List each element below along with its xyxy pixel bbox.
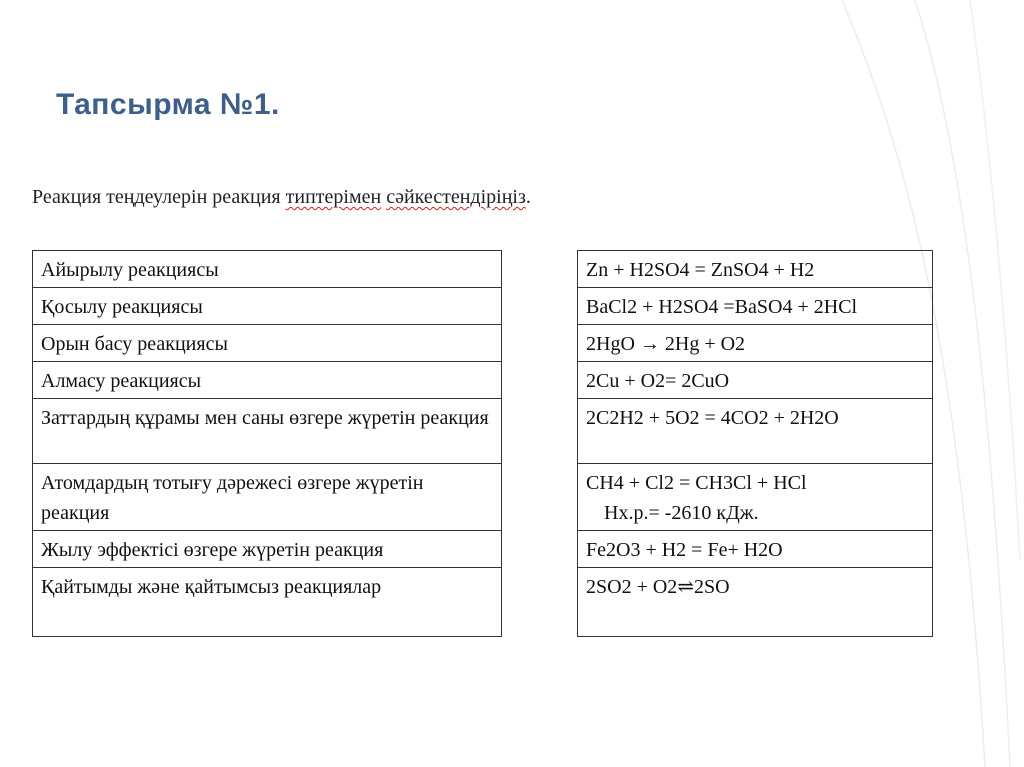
reaction-types-table — [32, 250, 502, 637]
equation-cell: 2SO2 + O2⇌2SO — [578, 568, 933, 637]
table-row — [33, 568, 502, 637]
table-row — [33, 531, 502, 568]
table-row — [578, 288, 933, 325]
table-row — [33, 325, 502, 362]
reaction-type-cell: Қосылу реакциясы — [33, 288, 502, 325]
table-row — [578, 362, 933, 399]
table-row — [578, 464, 933, 531]
reaction-type-cell: Қайтымды және қайтымсыз реакциялар — [33, 568, 502, 637]
equation-line: CH4 + Cl2 = CH3Cl + HCl — [586, 472, 807, 494]
equations-table — [577, 250, 933, 637]
equation-cell: 2HgO → 2Hg + O2 — [578, 325, 933, 362]
table-row — [578, 325, 933, 362]
equation-cell: Fe2O3 + H2 = Fe+ H2O — [578, 531, 933, 568]
slide-title: Тапсырма №1. — [56, 88, 280, 121]
reaction-type-cell: Айырылу реакциясы — [33, 251, 502, 288]
equation-cell: BaCl2 + H2SO4 =BaSO4 + 2HCl — [578, 288, 933, 325]
reaction-type-cell: Жылу эффектісі өзгере жүретін реакция — [33, 531, 502, 568]
enthalpy-line: Hx.p.= -2610 кДж. — [604, 502, 759, 524]
table-row — [33, 464, 502, 531]
reaction-type-cell: Атомдардың тотығу дәрежесі өзгере жүретін реакция — [33, 464, 502, 531]
equation-cell: 2C2H2 + 5O2 = 4CO2 + 2H2O — [578, 399, 933, 464]
table-row — [33, 288, 502, 325]
table-row — [578, 568, 933, 637]
equation-cell — [578, 464, 933, 531]
instruction-text: Реакция теңдеулерін реакция типтерімен сәйкестендіріңіз. — [32, 186, 531, 208]
equation-cell: Zn + H2SO4 = ZnSO4 + H2 — [578, 251, 933, 288]
equation-cell: 2Cu + O2= 2CuO — [578, 362, 933, 399]
table-row — [578, 251, 933, 288]
reaction-type-cell: Орын басу реакциясы — [33, 325, 502, 362]
table-row — [578, 399, 933, 464]
table-row — [33, 362, 502, 399]
reaction-type-cell: Алмасу реакциясы — [33, 362, 502, 399]
table-row — [33, 399, 502, 464]
table-row — [33, 251, 502, 288]
table-row — [578, 531, 933, 568]
reaction-type-cell: Заттардың құрамы мен саны өзгере жүретін реакция — [33, 399, 502, 464]
